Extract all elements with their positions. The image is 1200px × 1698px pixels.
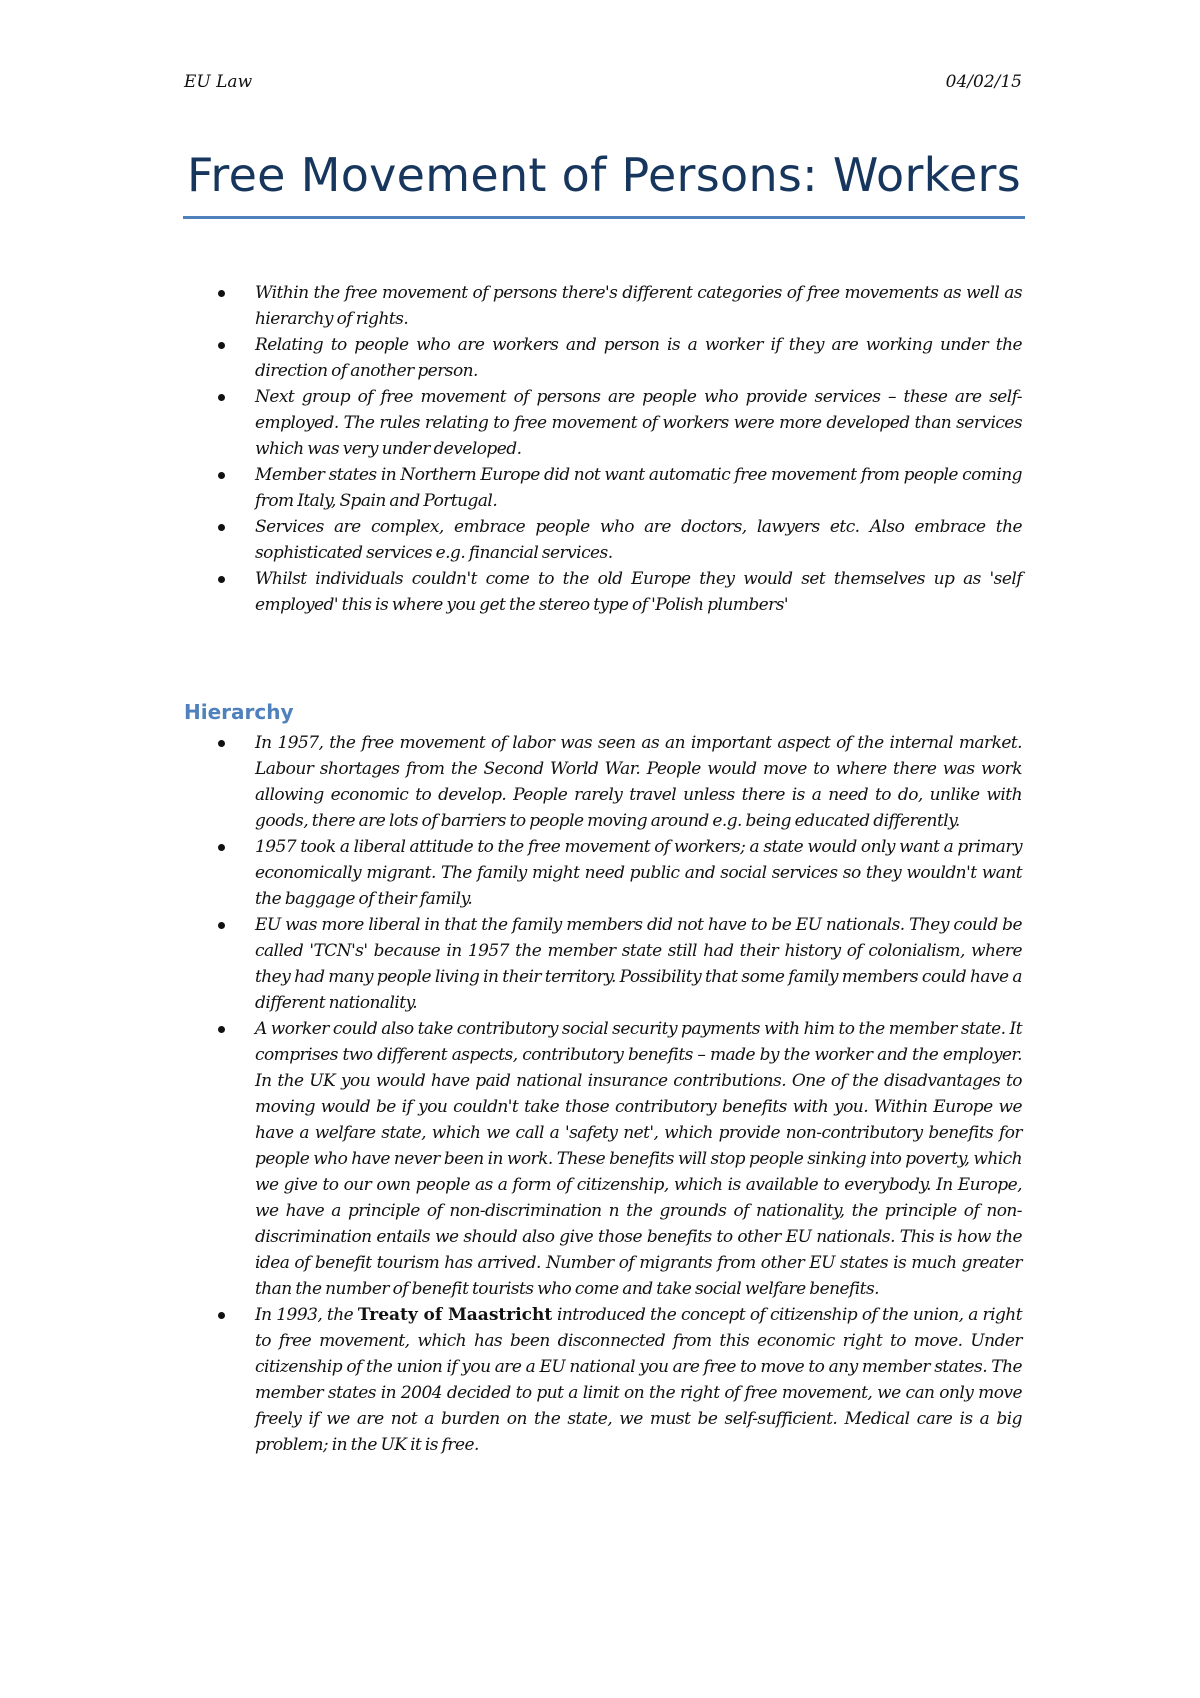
page-title: Free Movement of Persons: Workers <box>186 148 1022 202</box>
title-underline <box>183 216 1025 219</box>
treaty-name: Treaty of Maastricht <box>357 1305 553 1325</box>
list-item <box>184 834 1022 912</box>
bullet-icon <box>218 394 225 401</box>
bullet-icon <box>218 576 225 583</box>
list-item-text: EU was more liberal in that the family members did not have to be EU nationals. They could be called 'TCN's' because in 1957 the member state still had their history of colonialism, where they had many people living in their territory. Possibility that some family members could have a different nationality. <box>255 915 1022 1013</box>
bullet-icon <box>218 472 225 479</box>
list-item-text: Next group of free movement of persons are people who provide services – these are self-employed. The rules relating to free movement of workers were more developed than services which was very under developed. <box>255 387 1022 459</box>
bullet-icon <box>218 740 225 747</box>
list-item <box>184 566 1022 618</box>
bullet-icon <box>218 1026 225 1033</box>
intro-bullet-list <box>184 280 1022 618</box>
list-item-text-before: In 1993, the <box>255 1305 358 1325</box>
bullet-icon <box>218 342 225 349</box>
list-item <box>184 730 1022 834</box>
hierarchy-bullet-list <box>184 730 1022 1458</box>
section-heading-hierarchy: Hierarchy <box>184 700 294 724</box>
bullet-icon <box>218 290 225 297</box>
header-course-name: EU Law <box>184 72 253 92</box>
bullet-icon <box>218 844 225 851</box>
list-item-text: Member states in Northern Europe did not want automatic free movement from people coming from Italy, Spain and Portugal. <box>255 465 1022 511</box>
list-item-text: Relating to people who are workers and person is a worker if they are working under the direction of another person. <box>255 335 1022 381</box>
list-item-text: In 1957, the free movement of labor was seen as an important aspect of the internal market. Labour shortages from the Second World War. People would move to where there was work allowing economic to develop. People rarely travel unless there is a need to do, unlike with goods, there are lots of barriers to people moving around e.g. being educated differently. <box>255 733 1022 831</box>
list-item-text: A worker could also take contributory social security payments with him to the member state. It comprises two different aspects, contributory benefits – made by the worker and the employer. In the UK you would have paid national insurance contributions. One of the disadvantages to moving would be if you couldn't take those contributory benefits with you. Within Europe we have a welfare state, which we call a 'safety net', which provide non-contributory benefits for people who have never been in work. These benefits will stop people sinking into poverty, which we give to our own people as a form of citizenship, which is available to everybody. In Europe, we have a principle of non-discrimination n the grounds of nationality, the principle of non-discrimination entails we should also give those benefits to other EU nationals. This is how the idea of benefit tourism has arrived. Number of migrants from other EU states is much greater than the number of benefit tourists who come and take social welfare benefits. <box>255 1019 1022 1299</box>
list-item-text: Services are complex, embrace people who are doctors, lawyers etc. Also embrace the sophisticated services e.g. financial services. <box>255 517 1022 563</box>
list-item-text: 1957 took a liberal attitude to the free movement of workers; a state would only want a primary economically migrant. The family might need public and social services so they wouldn't want the baggage of their family. <box>255 837 1022 909</box>
list-item <box>184 462 1022 514</box>
header-date: 04/02/15 <box>945 72 1022 92</box>
list-item <box>184 384 1022 462</box>
list-item <box>184 332 1022 384</box>
list-item <box>184 912 1022 1016</box>
list-item <box>184 1302 1022 1458</box>
list-item-text: Whilst individuals couldn't come to the old Europe they would set themselves up as 'self employed' this is where you get the stereo type of 'Polish plumbers' <box>255 569 1022 615</box>
list-item <box>184 280 1022 332</box>
bullet-icon <box>218 1312 225 1319</box>
bullet-icon <box>218 524 225 531</box>
list-item-text: Within the free movement of persons there's different categories of free movements as well as hierarchy of rights. <box>255 283 1022 329</box>
page-header <box>184 72 1022 96</box>
bullet-icon <box>218 922 225 929</box>
list-item <box>184 1016 1022 1302</box>
list-item <box>184 514 1022 566</box>
list-item-text-after: introduced the concept of citizenship of the union, a right to free movement, which has been disconnected from this economic right to move. Under citizenship of the union if you are a EU national you are free to move to any member states. The member states in 2004 decided to put a limit on the right of free movement, we can only move freely if we are not a burden on the state, we must be self-sufficient. Medical care is a big problem; in the UK it is free. <box>255 1305 1022 1455</box>
